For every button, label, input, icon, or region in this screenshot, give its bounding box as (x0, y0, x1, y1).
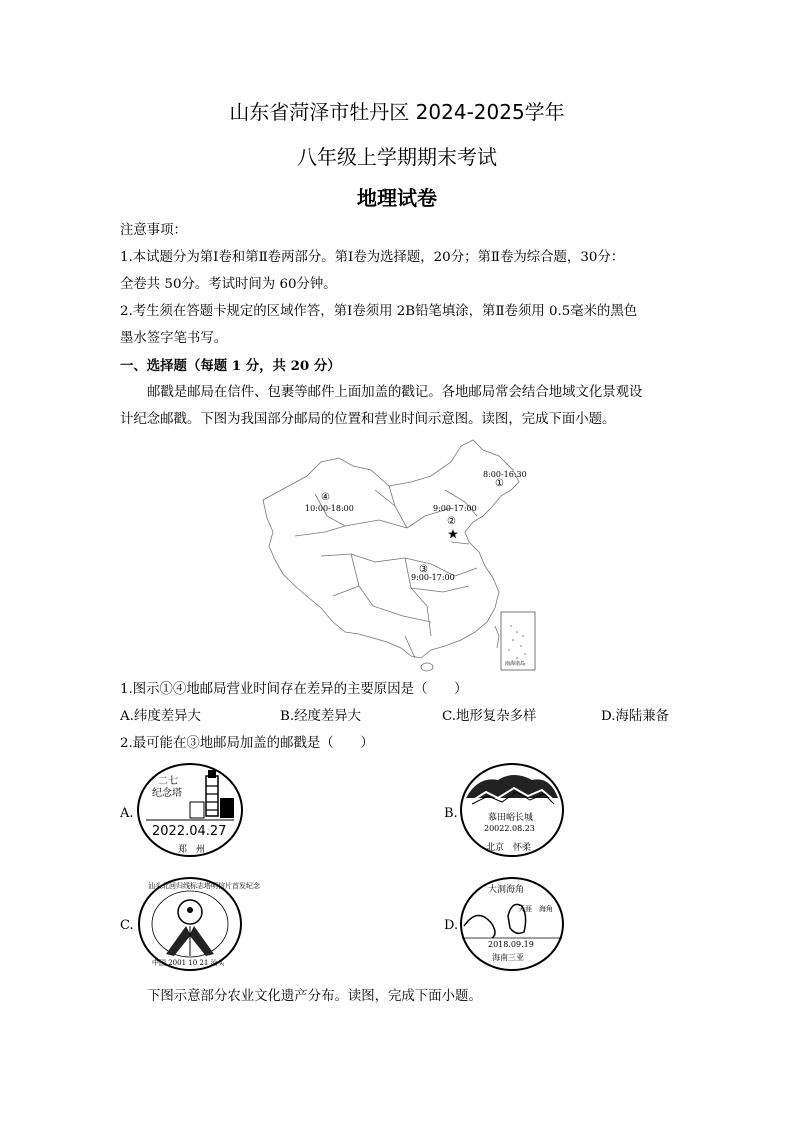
map-marker-3: ③ (419, 564, 428, 575)
map-marker-2: ② (447, 516, 456, 527)
map-marker-1: ① (495, 478, 504, 489)
notes-item1-a: 1.本试题分为第Ⅰ卷和第Ⅱ卷两部分。第Ⅰ卷为选择题，20分；第Ⅱ卷为综合题，30分： (120, 250, 625, 265)
section-intro-next: 下图示意部分农业文化遗产分布。读图，完成下面小题。 (147, 989, 482, 1004)
q1-option-b[interactable]: B.经度差异大 (280, 709, 362, 724)
stamp-c-date: 中国 2001 10 21 汕头 (152, 959, 225, 967)
notes-item2-a: 2.考生须在答题卡规定的区域作答，第Ⅰ卷须用 2B铅笔填涂，第Ⅱ卷须用 0.5毫米的黑色 (120, 304, 638, 319)
stamp-a-date: 2022.04.27 (152, 824, 227, 839)
stamp-b-name: 慕田峪长城 (488, 813, 534, 823)
q2-stem: 2.最可能在③地邮局加盖的邮戳是（ ） (120, 736, 374, 751)
map-label-1-time: 8:00-16:30 (483, 470, 527, 479)
map-inset-caption: 南海诸岛 (505, 661, 526, 667)
q2-option-c-label[interactable]: C. (120, 918, 134, 933)
q2-option-d-label[interactable]: D. (444, 918, 459, 933)
exam-title-line1: 山东省菏泽市牡丹区 2024-2025学年 (229, 100, 565, 124)
q1-stem: 1.图示①④地邮局营业时间存在差异的主要原因是（ ） (120, 682, 468, 697)
stamp-b-place: 北京 怀柔 (486, 843, 532, 853)
notes-item2-b: 墨水签字笔书写。 (120, 331, 228, 346)
stamp-a-place: 郑 州 (178, 845, 206, 855)
map-label-3-time: 9:00-17:00 (411, 573, 455, 582)
stamp-d[interactable] (458, 876, 566, 972)
section1-intro-a: 邮戳是邮局在信件、包裹等邮件上面加盖的戳记。各地邮局常会结合地域文化景观设 (147, 385, 643, 400)
section1-heading: 一、选择题（每题 1 分，共 20 分） (120, 358, 341, 374)
china-map (255, 436, 537, 674)
stamp-a-mid: 纪念塔 (152, 788, 182, 799)
stamp-d-date: 2018.09.19 (488, 940, 534, 949)
stamp-a[interactable] (136, 762, 244, 858)
q1-option-c[interactable]: C.地形复杂多样 (442, 709, 537, 724)
map-marker-4: ④ (321, 492, 330, 503)
notes-item1-b: 全卷共 50分。考试时间为 60分钟。 (120, 277, 337, 292)
stamp-c-ring-text: 汕头北回归线标志塔明信片首发纪念 (148, 882, 260, 890)
exam-subject-title: 地理试卷 (357, 186, 437, 210)
stamp-b-date: 20022.08.23 (484, 824, 535, 833)
stamp-a-top: 二七 (158, 776, 178, 787)
q2-option-a-label[interactable]: A. (120, 806, 134, 821)
map-label-4-time: 10:00-18:00 (305, 504, 354, 513)
stamp-d-name: 大洞海角 (488, 885, 525, 895)
q1-option-a[interactable]: A.纬度差异大 (120, 709, 201, 724)
stamp-d-place: 海南三亚 (492, 953, 524, 962)
map-label-2-time: 9:00-17:00 (433, 504, 477, 513)
stamp-c[interactable] (136, 876, 260, 972)
stamp-d-sub: 天涯 海角 (518, 905, 553, 913)
q1-option-d[interactable]: D.海陆兼备 (601, 709, 670, 724)
exam-title-line2: 八年级上学期期末考试 (297, 145, 497, 169)
stamp-b[interactable] (458, 762, 566, 858)
q2-option-b-label[interactable]: B. (444, 806, 458, 821)
notes-heading: 注意事项： (120, 223, 187, 238)
section1-intro-b: 计纪念邮戳。下图为我国部分邮局的位置和营业时间示意图。读图，完成下面小题。 (120, 412, 616, 427)
